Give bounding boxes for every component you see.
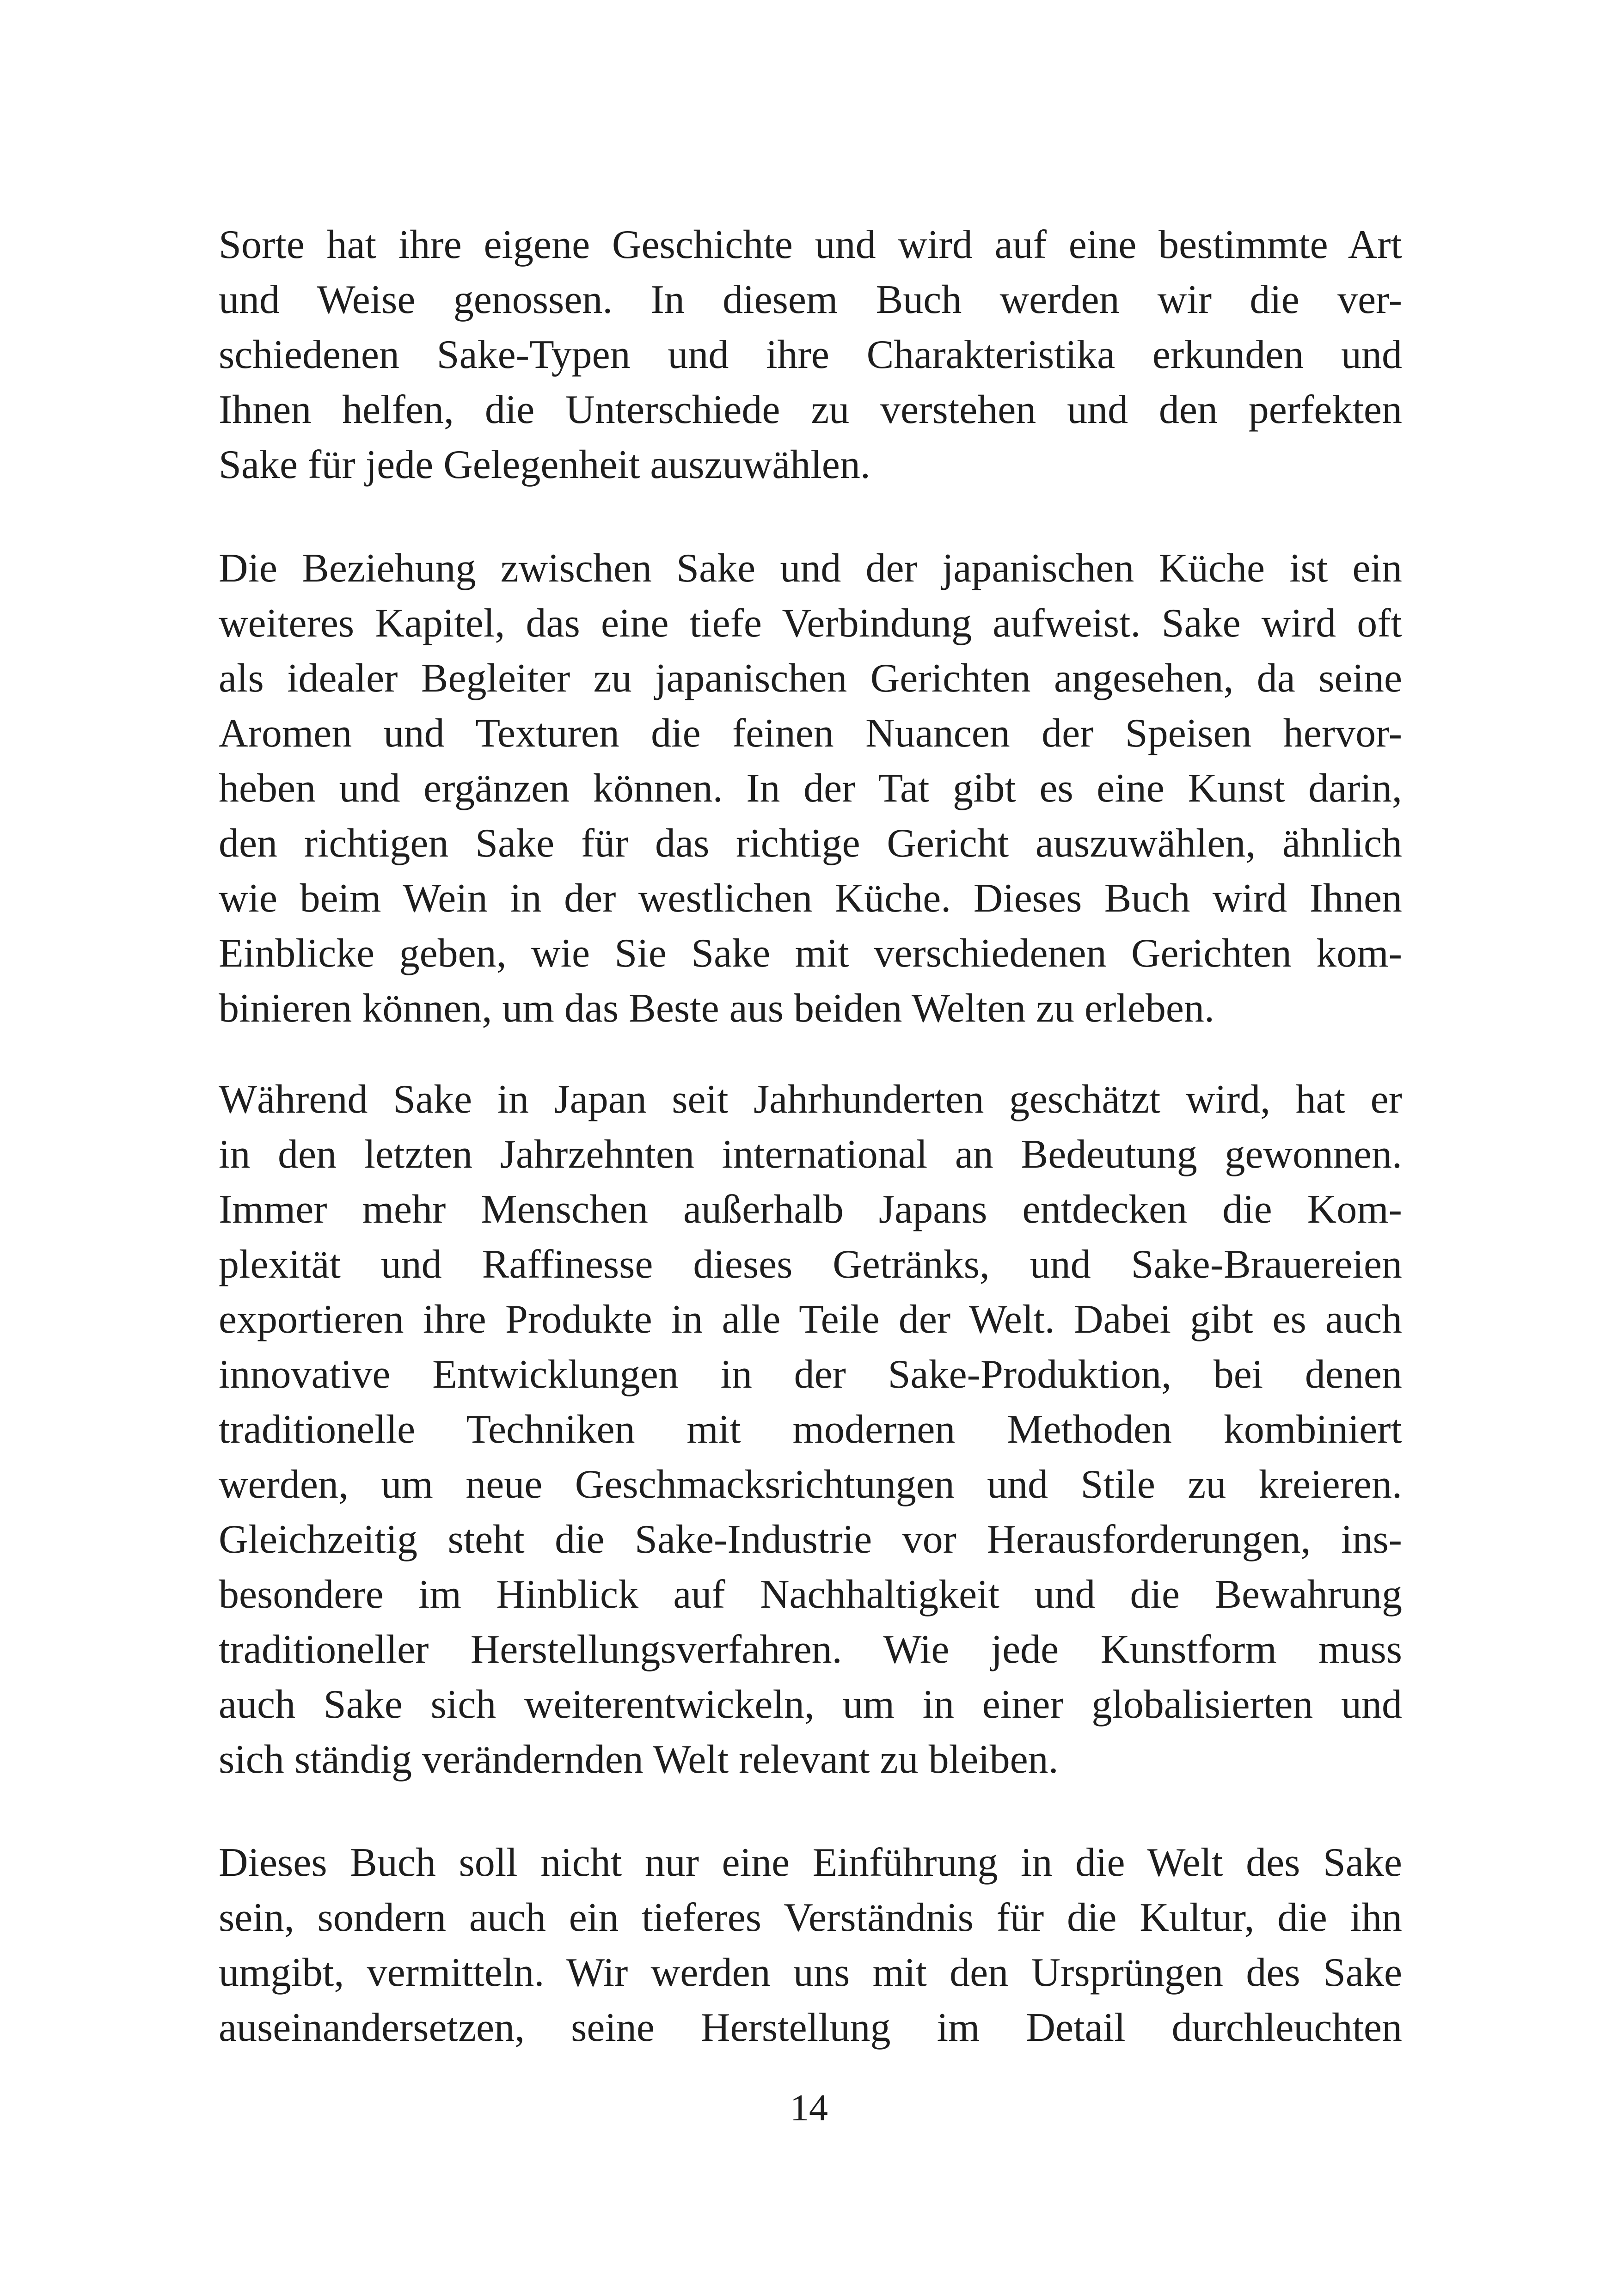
text-line: Die Beziehung zwischen Sake und der japanischen Küche ist ein xyxy=(219,546,1402,591)
text-line: Aromen und Texturen die feinen Nuancen der Speisen hervor- xyxy=(219,711,1402,756)
text-line: Während Sake in Japan seit Jahrhunderten geschätzt wird, hat er xyxy=(219,1077,1402,1122)
text-line: Sake für jede Gelegenheit auszuwählen. xyxy=(219,442,870,487)
text-line: und Weise genossen. In diesem Buch werden wir die ver- xyxy=(219,277,1402,322)
text-line: auseinandersetzen, seine Herstellung im Detail durchleuchten xyxy=(219,2005,1402,2050)
text-line: traditionelle Techniken mit modernen Methoden kombiniert xyxy=(219,1407,1402,1452)
text-line: Einblicke geben, wie Sie Sake mit verschiedenen Gerichten kom- xyxy=(219,931,1402,976)
text-line: den richtigen Sake für das richtige Gericht auszuwählen, ähnlich xyxy=(219,821,1402,866)
paragraph-4 xyxy=(219,1835,1402,2055)
text-line: traditioneller Herstellungsverfahren. Wie jede Kunstform muss xyxy=(219,1627,1402,1672)
text-line: Gleichzeitig steht die Sake-Industrie vor Herausforderungen, ins- xyxy=(219,1517,1402,1562)
text-line: als idealer Begleiter zu japanischen Gerichten angesehen, da seine xyxy=(219,656,1402,701)
paragraph-3 xyxy=(219,1072,1402,1787)
text-line: plexität und Raffinesse dieses Getränks, und Sake-Brauereien xyxy=(219,1242,1402,1287)
text-line: wie beim Wein in der westlichen Küche. Dieses Buch wird Ihnen xyxy=(219,876,1402,921)
text-line: heben und ergänzen können. In der Tat gibt es eine Kunst darin, xyxy=(219,766,1402,811)
text-line: innovative Entwicklungen in der Sake-Produktion, bei denen xyxy=(219,1352,1402,1397)
text-line: weiteres Kapitel, das eine tiefe Verbindung aufweist. Sake wird oft xyxy=(219,601,1402,646)
text-line: Immer mehr Menschen außerhalb Japans entdecken die Kom- xyxy=(219,1187,1402,1232)
paragraph-1 xyxy=(219,217,1402,492)
text-line: schiedenen Sake-Typen und ihre Charakteristika erkunden und xyxy=(219,332,1402,377)
text-line: sein, sondern auch ein tieferes Verständnis für die Kultur, die ihn xyxy=(219,1895,1402,1940)
text-line: werden, um neue Geschmacksrichtungen und Stile zu kreieren. xyxy=(219,1462,1402,1507)
text-line: Sorte hat ihre eigene Geschichte und wird auf eine bestimmte Art xyxy=(219,222,1402,267)
text-line: sich ständig verändernden Welt relevant zu bleiben. xyxy=(219,1737,1059,1782)
text-line: auch Sake sich weiterentwickeln, um in einer globalisierten und xyxy=(219,1682,1402,1727)
paragraph-2 xyxy=(219,541,1402,1036)
text-line: umgibt, vermitteln. Wir werden uns mit den Ursprüngen des Sake xyxy=(219,1950,1402,1995)
text-line: Ihnen helfen, die Unterschiede zu verstehen und den perfekten xyxy=(219,387,1402,432)
text-line: in den letzten Jahrzehnten international an Bedeutung gewonnen. xyxy=(219,1132,1402,1177)
text-line: Dieses Buch soll nicht nur eine Einführung in die Welt des Sake xyxy=(219,1840,1402,1885)
text-line: exportieren ihre Produkte in alle Teile der Welt. Dabei gibt es auch xyxy=(219,1297,1402,1342)
text-line: besondere im Hinblick auf Nachhaltigkeit und die Bewahrung xyxy=(219,1572,1402,1617)
page-number: 14 xyxy=(790,2087,828,2129)
text-line: binieren können, um das Beste aus beiden Welten zu erleben. xyxy=(219,986,1214,1031)
